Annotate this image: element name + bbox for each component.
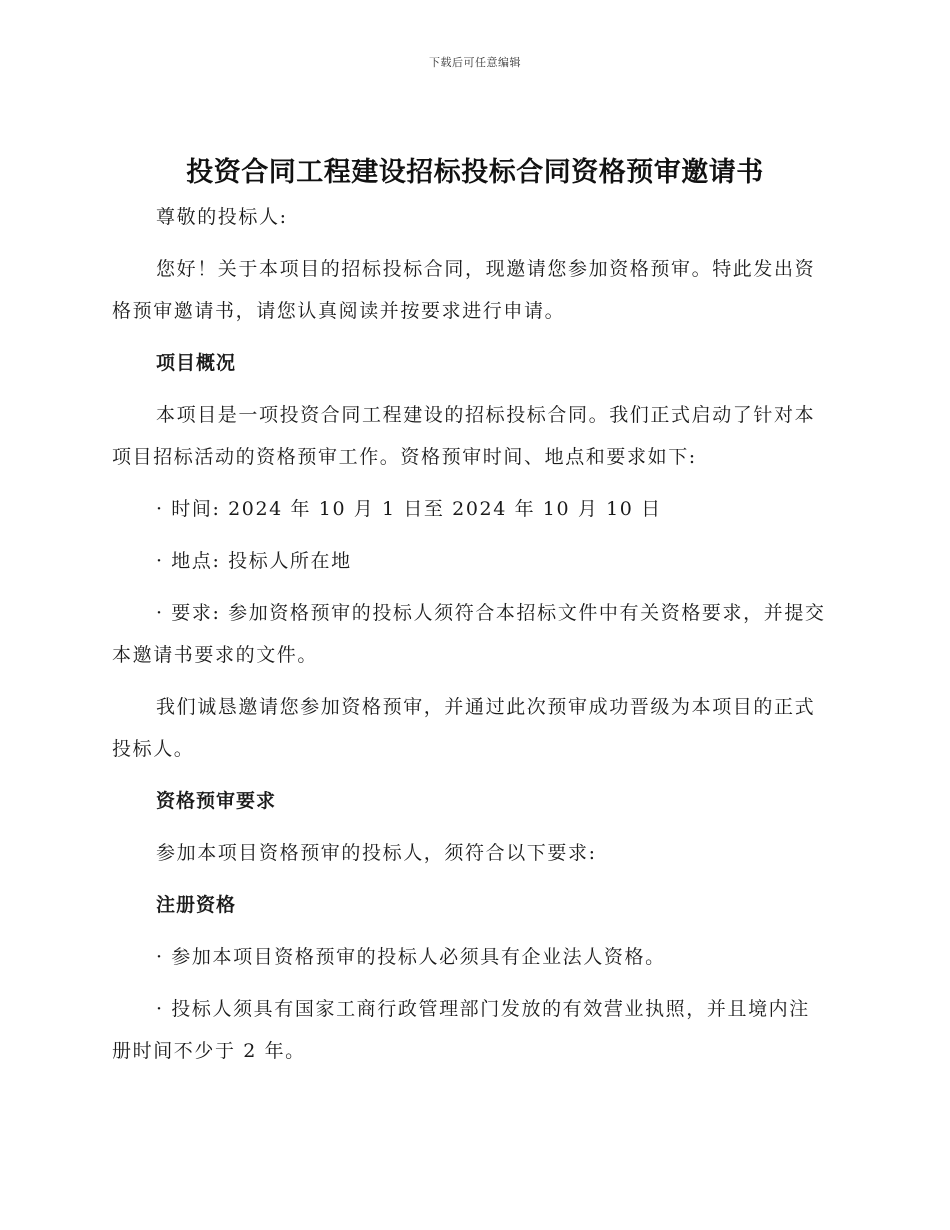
document-title: 投资合同工程建设招标投标合同资格预审邀请书 bbox=[186, 157, 764, 188]
overview-paragraph: 本项目是一项投资合同工程建设的招标投标合同。我们正式启动了针对本项目招标活动的资格预审工作。资格预审时间、地点和要求如下: bbox=[112, 404, 816, 468]
list-item-location: · 地点: 投标人所在地 bbox=[156, 550, 352, 572]
list-item-time: · 时间: 2024 年 10 月 1 日至 2024 年 10 月 10 日 bbox=[156, 498, 662, 520]
section-heading-registration: 注册资格 bbox=[156, 894, 237, 916]
registration-item-business-license: · 投标人须具有国家工商行政管理部门发放的有效营业执照，并且境内注册时间不少于 2 年。 bbox=[112, 998, 810, 1062]
overview-closing-paragraph: 我们诚恳邀请您参加资格预审，并通过此次预审成功晋级为本项目的正式投标人。 bbox=[112, 696, 816, 760]
list-item-requirement: · 要求: 参加资格预审的投标人须符合本招标文件中有关资格要求，并提交本邀请书要求的文件。 bbox=[112, 602, 826, 666]
salutation: 尊敬的投标人: bbox=[156, 206, 288, 228]
registration-item-legal-entity: · 参加本项目资格预审的投标人必须具有企业法人资格。 bbox=[156, 946, 666, 968]
section-heading-overview: 项目概况 bbox=[156, 352, 237, 374]
document-body bbox=[112, 196, 830, 1072]
header-note: 下载后可任意编辑 bbox=[429, 56, 521, 69]
intro-paragraph: 您好！关于本项目的招标投标合同，现邀请您参加资格预审。特此发出资格预审邀请书，请您认真阅读并按要求进行申请。 bbox=[112, 258, 816, 322]
section-heading-requirements: 资格预审要求 bbox=[156, 790, 277, 812]
requirements-paragraph: 参加本项目资格预审的投标人，须符合以下要求: bbox=[156, 842, 597, 864]
